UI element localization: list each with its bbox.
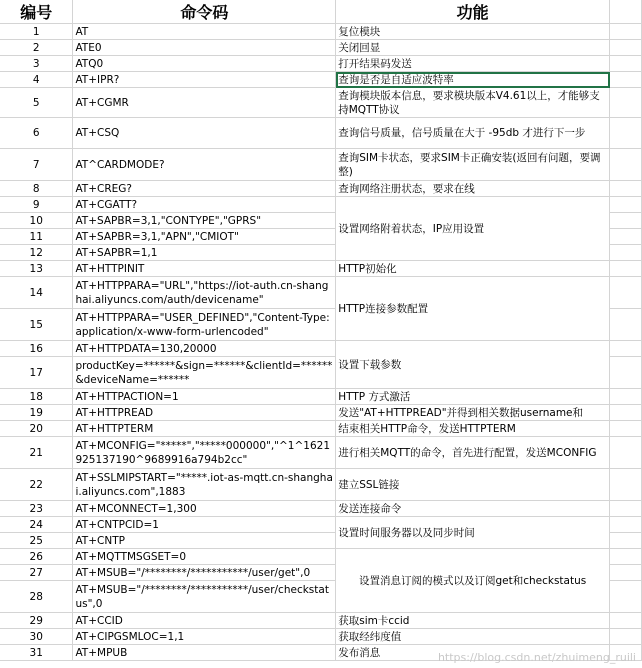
row-num[interactable]: 20 — [0, 421, 73, 437]
table-row — [0, 613, 642, 629]
row-func[interactable]: 获取经纬度值 — [336, 629, 610, 645]
row-num[interactable]: 11 — [0, 229, 73, 245]
row-func[interactable]: 发送连接命令 — [336, 501, 610, 517]
row-cmd[interactable]: AT+HTTPREAD — [73, 405, 336, 421]
table-row — [0, 549, 642, 565]
table-row — [0, 261, 642, 277]
row-cmd[interactable]: AT+HTTPDATA=130,20000 — [73, 341, 336, 357]
empty-cell[interactable] — [610, 341, 642, 357]
empty-cell[interactable] — [610, 56, 642, 72]
row-func[interactable]: 查询SIM卡状态，要求SIM卡正确安装(返回有问题，要调整) — [336, 149, 610, 181]
row-cmd[interactable]: AT+CIPGSMLOC=1,1 — [73, 629, 336, 645]
table-row — [0, 197, 642, 213]
empty-cell[interactable] — [610, 389, 642, 405]
row-num[interactable]: 8 — [0, 181, 73, 197]
row-num[interactable]: 10 — [0, 213, 73, 229]
empty-cell[interactable] — [610, 72, 642, 88]
row-num[interactable]: 28 — [0, 581, 73, 613]
table-row — [0, 341, 642, 357]
header-func[interactable]: 功能 — [336, 0, 610, 24]
row-func[interactable]: 发布消息 — [336, 645, 610, 661]
header-empty[interactable] — [610, 0, 642, 24]
table-row — [0, 149, 642, 181]
row-func[interactable]: HTTP初始化 — [336, 261, 610, 277]
empty-cell[interactable] — [610, 629, 642, 645]
table-row — [0, 517, 642, 533]
row-num[interactable]: 15 — [0, 309, 73, 341]
row-cmd[interactable]: AT+HTTPACTION=1 — [73, 389, 336, 405]
row-cmd[interactable]: productKey=******&sign=******&clientId=******&deviceName=****** — [73, 357, 336, 389]
row-cmd[interactable]: AT+CNTPCID=1 — [73, 517, 336, 533]
row-num[interactable]: 13 — [0, 261, 73, 277]
row-num[interactable]: 6 — [0, 118, 73, 149]
empty-cell[interactable] — [610, 405, 642, 421]
row-cmd[interactable]: ATQ0 — [73, 56, 336, 72]
empty-cell[interactable] — [610, 118, 642, 149]
row-cmd[interactable]: AT+MCONNECT=1,300 — [73, 501, 336, 517]
row-num[interactable]: 19 — [0, 405, 73, 421]
row-func[interactable]: HTTP 方式激活 — [336, 389, 610, 405]
row-num[interactable]: 12 — [0, 245, 73, 261]
header-cmd[interactable]: 命令码 — [73, 0, 336, 24]
row-num[interactable]: 29 — [0, 613, 73, 629]
table-row — [0, 405, 642, 421]
empty-cell[interactable] — [610, 277, 642, 309]
row-cmd[interactable]: AT+MSUB="/********/***********/user/checkstatus",0 — [73, 581, 336, 613]
row-num[interactable]: 4 — [0, 72, 73, 88]
row-func[interactable]: 查询网络注册状态，要求在线 — [336, 181, 610, 197]
row-num[interactable]: 7 — [0, 149, 73, 181]
row-num[interactable]: 26 — [0, 549, 73, 565]
row-cmd[interactable]: AT+HTTPTERM — [73, 421, 336, 437]
merged-subscribe-func[interactable]: 设置消息订阅的模式以及订阅get和checkstatus — [336, 549, 610, 613]
empty-cell[interactable] — [610, 549, 642, 565]
row-num[interactable]: 18 — [0, 389, 73, 405]
row-num[interactable]: 1 — [0, 24, 73, 40]
empty-cell[interactable] — [610, 533, 642, 549]
empty-cell[interactable] — [610, 501, 642, 517]
empty-cell[interactable] — [610, 88, 642, 118]
table-row — [0, 437, 642, 469]
table-row — [0, 277, 642, 309]
row-func[interactable]: 建立SSL链接 — [336, 469, 610, 501]
table-row — [0, 629, 642, 645]
empty-cell[interactable] — [610, 437, 642, 469]
row-func[interactable]: 关闭回显 — [336, 40, 610, 56]
row-func[interactable]: 发送"AT+HTTPREAD"并得到相关数据username和 — [336, 405, 610, 421]
row-cmd[interactable]: AT^CARDMODE? — [73, 149, 336, 181]
empty-cell[interactable] — [610, 40, 642, 56]
row-num[interactable]: 14 — [0, 277, 73, 309]
row-cmd[interactable]: AT+MCONFIG="*****","*****000000","^1^1621925137190^9689916a794b2cc" — [73, 437, 336, 469]
row-cmd[interactable]: AT+CREG? — [73, 181, 336, 197]
empty-cell[interactable] — [610, 261, 642, 277]
row-cmd[interactable]: AT+MSUB="/********/***********/user/get",0 — [73, 565, 336, 581]
row-num[interactable]: 5 — [0, 88, 73, 118]
empty-cell[interactable] — [610, 357, 642, 389]
header-num[interactable]: 编号 — [0, 0, 73, 24]
row-cmd[interactable]: AT+HTTPINIT — [73, 261, 336, 277]
empty-cell[interactable] — [610, 197, 642, 213]
selected-cell[interactable]: 查询是否是自适应波特率 — [336, 72, 610, 88]
empty-cell[interactable] — [610, 149, 642, 181]
row-func[interactable]: 获取sim卡ccid — [336, 613, 610, 629]
row-num[interactable]: 3 — [0, 56, 73, 72]
row-cmd[interactable]: AT+SAPBR=1,1 — [73, 245, 336, 261]
merged-download-func[interactable]: 设置下载参数 — [336, 341, 610, 389]
row-cmd[interactable]: AT+SAPBR=3,1,"APN","CMIOT" — [73, 229, 336, 245]
row-func[interactable]: 查询模块版本信息，要求模块版本V4.61以上，才能够支持MQTT协议 — [336, 88, 610, 118]
empty-cell[interactable] — [610, 565, 642, 581]
row-num[interactable]: 30 — [0, 629, 73, 645]
row-func[interactable]: 查询信号质量，信号质量在大于 -95db 才进行下一步 — [336, 118, 610, 149]
empty-cell[interactable] — [610, 309, 642, 341]
row-num[interactable]: 31 — [0, 645, 73, 661]
row-cmd[interactable]: AT+SAPBR=3,1,"CONTYPE","GPRS" — [73, 213, 336, 229]
table-row — [0, 181, 642, 197]
row-cmd[interactable]: AT — [73, 24, 336, 40]
row-num[interactable]: 16 — [0, 341, 73, 357]
table-row — [0, 56, 642, 72]
header-row — [0, 0, 642, 24]
empty-cell[interactable] — [610, 469, 642, 501]
empty-cell[interactable] — [610, 213, 642, 229]
row-num[interactable]: 23 — [0, 501, 73, 517]
watermark: https://blog.csdn.net/zhuimeng_ruili — [437, 651, 636, 664]
row-func[interactable]: 打开结果码发送 — [336, 56, 610, 72]
row-func[interactable]: 复位模块 — [336, 24, 610, 40]
table-row — [0, 24, 642, 40]
row-cmd[interactable]: AT+HTTPPARA="URL","https://iot-auth.cn-shanghai.aliyuncs.com/auth/devicename" — [73, 277, 336, 309]
row-cmd[interactable]: ATE0 — [73, 40, 336, 56]
row-num[interactable]: 22 — [0, 469, 73, 501]
empty-cell[interactable] — [610, 517, 642, 533]
row-cmd[interactable]: AT+MQTTMSGSET=0 — [73, 549, 336, 565]
row-cmd[interactable]: AT+MPUB — [73, 645, 336, 661]
merged-http-params-func[interactable]: HTTP连接参数配置 — [336, 277, 610, 341]
empty-cell[interactable] — [610, 581, 642, 613]
empty-cell[interactable] — [610, 421, 642, 437]
table-row — [0, 501, 642, 517]
table-row — [0, 72, 642, 88]
empty-cell[interactable] — [610, 613, 642, 629]
table-row — [0, 118, 642, 149]
row-num[interactable]: 21 — [0, 437, 73, 469]
row-num[interactable]: 27 — [0, 565, 73, 581]
row-cmd[interactable]: AT+CSQ — [73, 118, 336, 149]
empty-cell[interactable] — [610, 181, 642, 197]
row-func[interactable]: 进行相关MQTT的命令，首先进行配置，发送MCONFIG — [336, 437, 610, 469]
row-cmd[interactable]: AT+CCID — [73, 613, 336, 629]
row-cmd[interactable]: AT+SSLMIPSTART="*****.iot-as-mqtt.cn-shanghai.aliyuncs.com",1883 — [73, 469, 336, 501]
row-cmd[interactable]: AT+IPR? — [73, 72, 336, 88]
merged-time-func[interactable]: 设置时间服务器以及同步时间 — [336, 517, 610, 549]
row-cmd[interactable]: AT+HTTPPARA="USER_DEFINED","Content-Type:application/x-www-form-urlencoded" — [73, 309, 336, 341]
row-func[interactable]: 结束相关HTTP命令，发送HTTPTERM — [336, 421, 610, 437]
empty-cell[interactable] — [610, 229, 642, 245]
row-cmd[interactable]: AT+CNTP — [73, 533, 336, 549]
row-num[interactable]: 2 — [0, 40, 73, 56]
table-row — [0, 88, 642, 118]
row-num[interactable]: 17 — [0, 357, 73, 389]
empty-cell[interactable] — [610, 24, 642, 40]
row-cmd[interactable]: AT+CGMR — [73, 88, 336, 118]
table-row — [0, 40, 642, 56]
row-cmd[interactable]: AT+CGATT? — [73, 197, 336, 213]
table-row — [0, 421, 642, 437]
row-num[interactable]: 9 — [0, 197, 73, 213]
empty-cell[interactable] — [610, 245, 642, 261]
row-num[interactable]: 24 — [0, 517, 73, 533]
row-num[interactable]: 25 — [0, 533, 73, 549]
merged-network-func[interactable]: 设置网络附着状态，IP应用设置 — [336, 197, 610, 261]
table-row — [0, 469, 642, 501]
table-row — [0, 389, 642, 405]
